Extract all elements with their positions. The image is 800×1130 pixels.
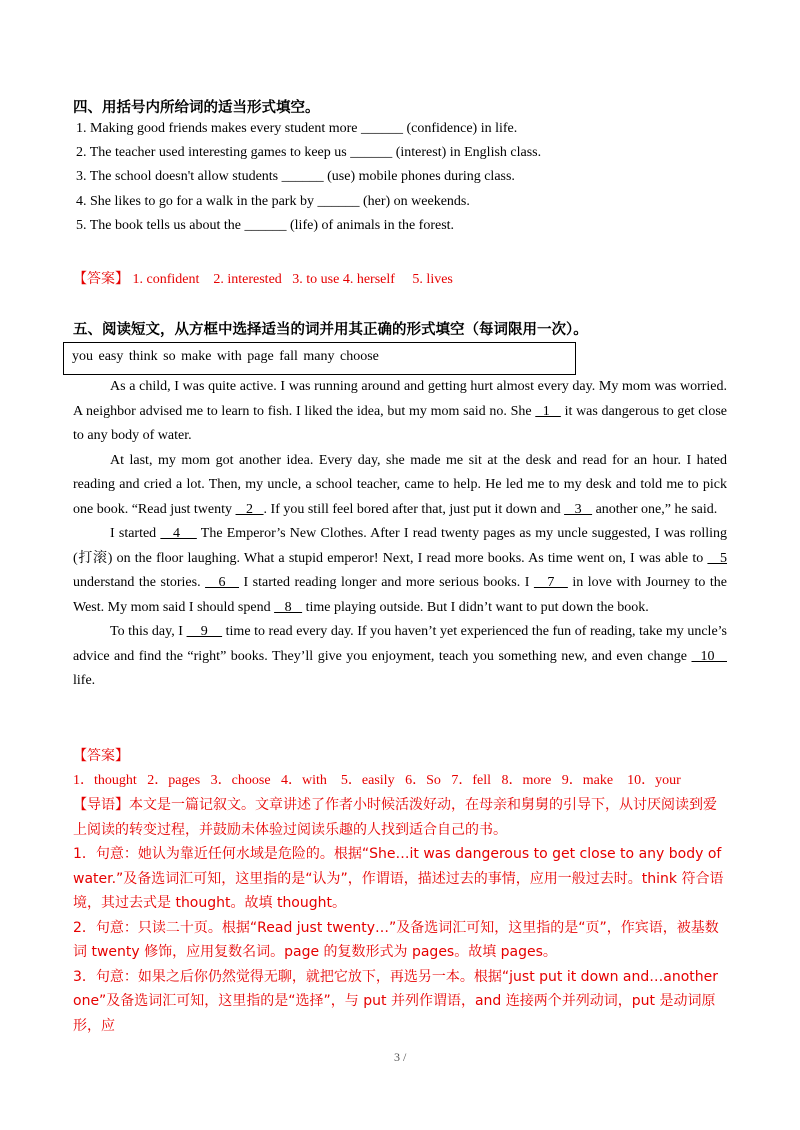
passage-text: life. [73, 673, 96, 688]
section-5-answer-block [73, 744, 727, 1038]
explanation-3: 3．句意：如果之后你仍然觉得无聊，就把它放下，再选另一本。根据“just put it down and…another one”及备选词汇可知，这里指的是“选择”，与 put 并列作谓语，and 连接两个并列动词，put 是动词原形，应 [73, 968, 718, 1034]
passage-text: To this day, I [110, 624, 187, 639]
exercise-item-5: 5. The book tells us about the ______ (life) of animals in the forest. [76, 218, 455, 233]
passage-text: it was dangerous to get close to any body of water. [73, 403, 727, 443]
page-number: 3 / [394, 1050, 407, 1064]
passage-text: At last, my mom got another idea. Every day, she made me sit at the desk and read for an hour. I hated reading and cried a lot. Then, my uncle, a school teacher, came to help. He led me to my desk and told me to pick one book. “Read just twenty [73, 452, 727, 517]
exercise-item-3: 3. The school doesn't allow students ______ (use) mobile phones during class. [76, 169, 515, 184]
passage-text: in love with Journey to the West. My mom said I should spend [73, 575, 728, 615]
exercise-item-2: 2. The teacher used interesting games to keep us ______ (interest) in English class. [76, 145, 542, 160]
exercise-item-1: 1. Making good friends makes every student more ______ (confidence) in life. [76, 121, 518, 136]
passage-text: . If you still feel bored after that, just put it down and [263, 501, 565, 517]
section-4-answer [73, 268, 453, 288]
blank-1: 1 [535, 403, 561, 419]
blank-9: 9 [186, 624, 223, 639]
word-box-list: you easy think so make with page fall many choose [72, 349, 379, 364]
passage-paragraph-3 [73, 522, 727, 620]
reading-passage [73, 375, 727, 694]
passage-paragraph-4 [73, 620, 727, 694]
passage-paragraph-1 [73, 375, 727, 449]
blank-6: 6 [205, 575, 240, 590]
answer-text: 1. confident 2. interested 3. to use 4. herself 5. lives [132, 272, 453, 287]
blank-5: 5 [707, 550, 727, 566]
passage-paragraph-2 [73, 449, 727, 523]
blank-3: 3 [564, 501, 593, 517]
answer-label: 【答案】 [73, 748, 129, 764]
blank-2: 2 [235, 501, 264, 517]
passage-text: I started [110, 526, 161, 541]
section-4-title: 四、用括号内所给词的适当形式填空。 [73, 100, 320, 116]
explanation-1: 1．句意：她认为靠近任何水域是危险的。根据“She…it was dangerous to get close to any body of water.”及备选词汇可知，这里指的是“认为”，作谓语，描述过去的事情，应用一般过去时。think 符合语境，其过去式是 thought。故填 thought。 [73, 846, 724, 911]
answer-list: 1．thought 2．pages 3．choose 4．with 5．easily 6．So 7．fell 8．more 9．make 10．your [73, 772, 681, 788]
blank-8: 8 [274, 599, 303, 615]
passage-text: time playing outside. But I didn’t want to put down the book. [302, 599, 649, 615]
explanation-2: 2．句意：只读二十页。根据“Read just twenty…”及备选词汇可知，这里指的是“页”，作宾语，被基数词 twenty 修饰，应用复数名词。page 的复数形式为 pages。故填 pages。 [73, 919, 719, 960]
blank-7: 7 [533, 575, 568, 590]
passage-text: understand the stories. [73, 575, 206, 590]
passage-text: I started reading longer and more serious books. I [239, 575, 534, 590]
passage-text: another one,” he said. [592, 501, 718, 517]
passage-text: The Emperor’s New Clothes. After I read twenty pages as my uncle suggested, I was rolling (打滚) on the floor laughing. What a stupid emperor! Next, I read more books. As time went on, I was able to [73, 526, 727, 566]
guide-text: 【导语】本文是一篇记叙文。文章讲述了作者小时候活泼好动，在母亲和舅舅的引导下，从讨厌阅读到爱上阅读的转变过程，并鼓励未体验过阅读乐趣的人找到适合自己的书。 [73, 797, 717, 838]
section-5-title: 五、阅读短文，从方框中选择适当的词并用其正确的形式填空（每词限用一次）。 [73, 322, 588, 338]
exercise-item-4: 4. She likes to go for a walk in the park by ______ (her) on weekends. [76, 194, 470, 209]
answer-label: 【答案】 [73, 272, 129, 287]
blank-10: 10 [691, 648, 727, 664]
blank-4: 4 [160, 526, 197, 541]
word-box [63, 342, 576, 375]
passage-text: time to read every day. If you haven’t yet experienced the fun of reading, take my uncle’s advice and find the “right” books. They’ll give you enjoyment, teach you something new, and even change [73, 624, 727, 664]
passage-text: As a child, I was quite active. I was running around and getting hurt almost every day. My mom was worried. A neighbor advised me to learn to fish. I liked the idea, but my mom said no. She [73, 379, 727, 419]
